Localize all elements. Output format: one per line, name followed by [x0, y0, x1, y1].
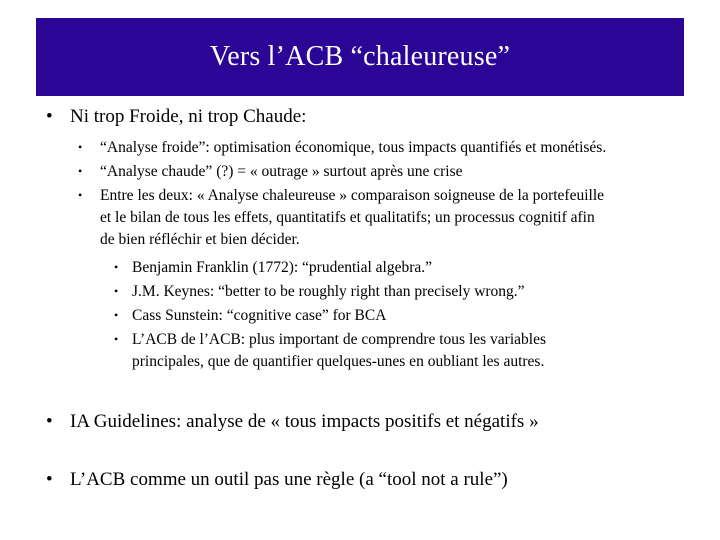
bullet-text: [100, 185, 604, 251]
bullet-dot: •: [78, 140, 83, 154]
bullet-text: Ni trop Froide, ni trop Chaude:: [70, 106, 307, 127]
bullet-text: “Analyse froide”: optimisation économique, tous impacts quantifiés et monétisés.: [100, 139, 607, 156]
bullet-dot: •: [114, 260, 119, 274]
bullet-text: IA Guidelines: analyse de « tous impacts positifs et négatifs »: [70, 411, 539, 432]
bullet-text: [132, 329, 546, 373]
bullet-dot: •: [46, 469, 53, 490]
bullet-dot: •: [46, 106, 53, 127]
bullet-dot: •: [114, 284, 119, 298]
slide-title: Vers l’ACB “chaleureuse”: [209, 41, 511, 72]
bullet-line: principales, que de quantifier quelques-unes en oubliant les autres.: [132, 353, 545, 370]
bullet-line: Entre les deux: « Analyse chaleureuse » comparaison soigneuse de la portefeuille: [100, 187, 605, 204]
bullet-text: Benjamin Franklin (1772): “prudential algebra.”: [132, 259, 433, 276]
bullet-line: et le bilan de tous les effets, quantitatifs et qualitatifs; un processus cognitif afin: [100, 209, 595, 226]
bullet-text: Cass Sunstein: “cognitive case” for BCA: [132, 307, 387, 324]
bullet-dot: •: [46, 411, 53, 432]
bullet-line: de bien réfléchir et bien décider.: [100, 231, 300, 248]
bullet-dot: •: [78, 164, 83, 178]
bullet-dot: •: [114, 332, 119, 346]
title-bar: [36, 18, 684, 96]
bullet-text: L’ACB comme un outil pas une règle (a “tool not a rule”): [70, 469, 508, 490]
bullet-dot: •: [114, 308, 119, 322]
bullet-text: “Analyse chaude” (?) = « outrage » surtout après une crise: [100, 163, 463, 180]
bullet-line: L’ACB de l’ACB: plus important de comprendre tous les variables: [132, 331, 546, 348]
bullet-dot: •: [78, 188, 83, 202]
bullet-text: J.M. Keynes: “better to be roughly right than precisely wrong.”: [132, 283, 525, 300]
